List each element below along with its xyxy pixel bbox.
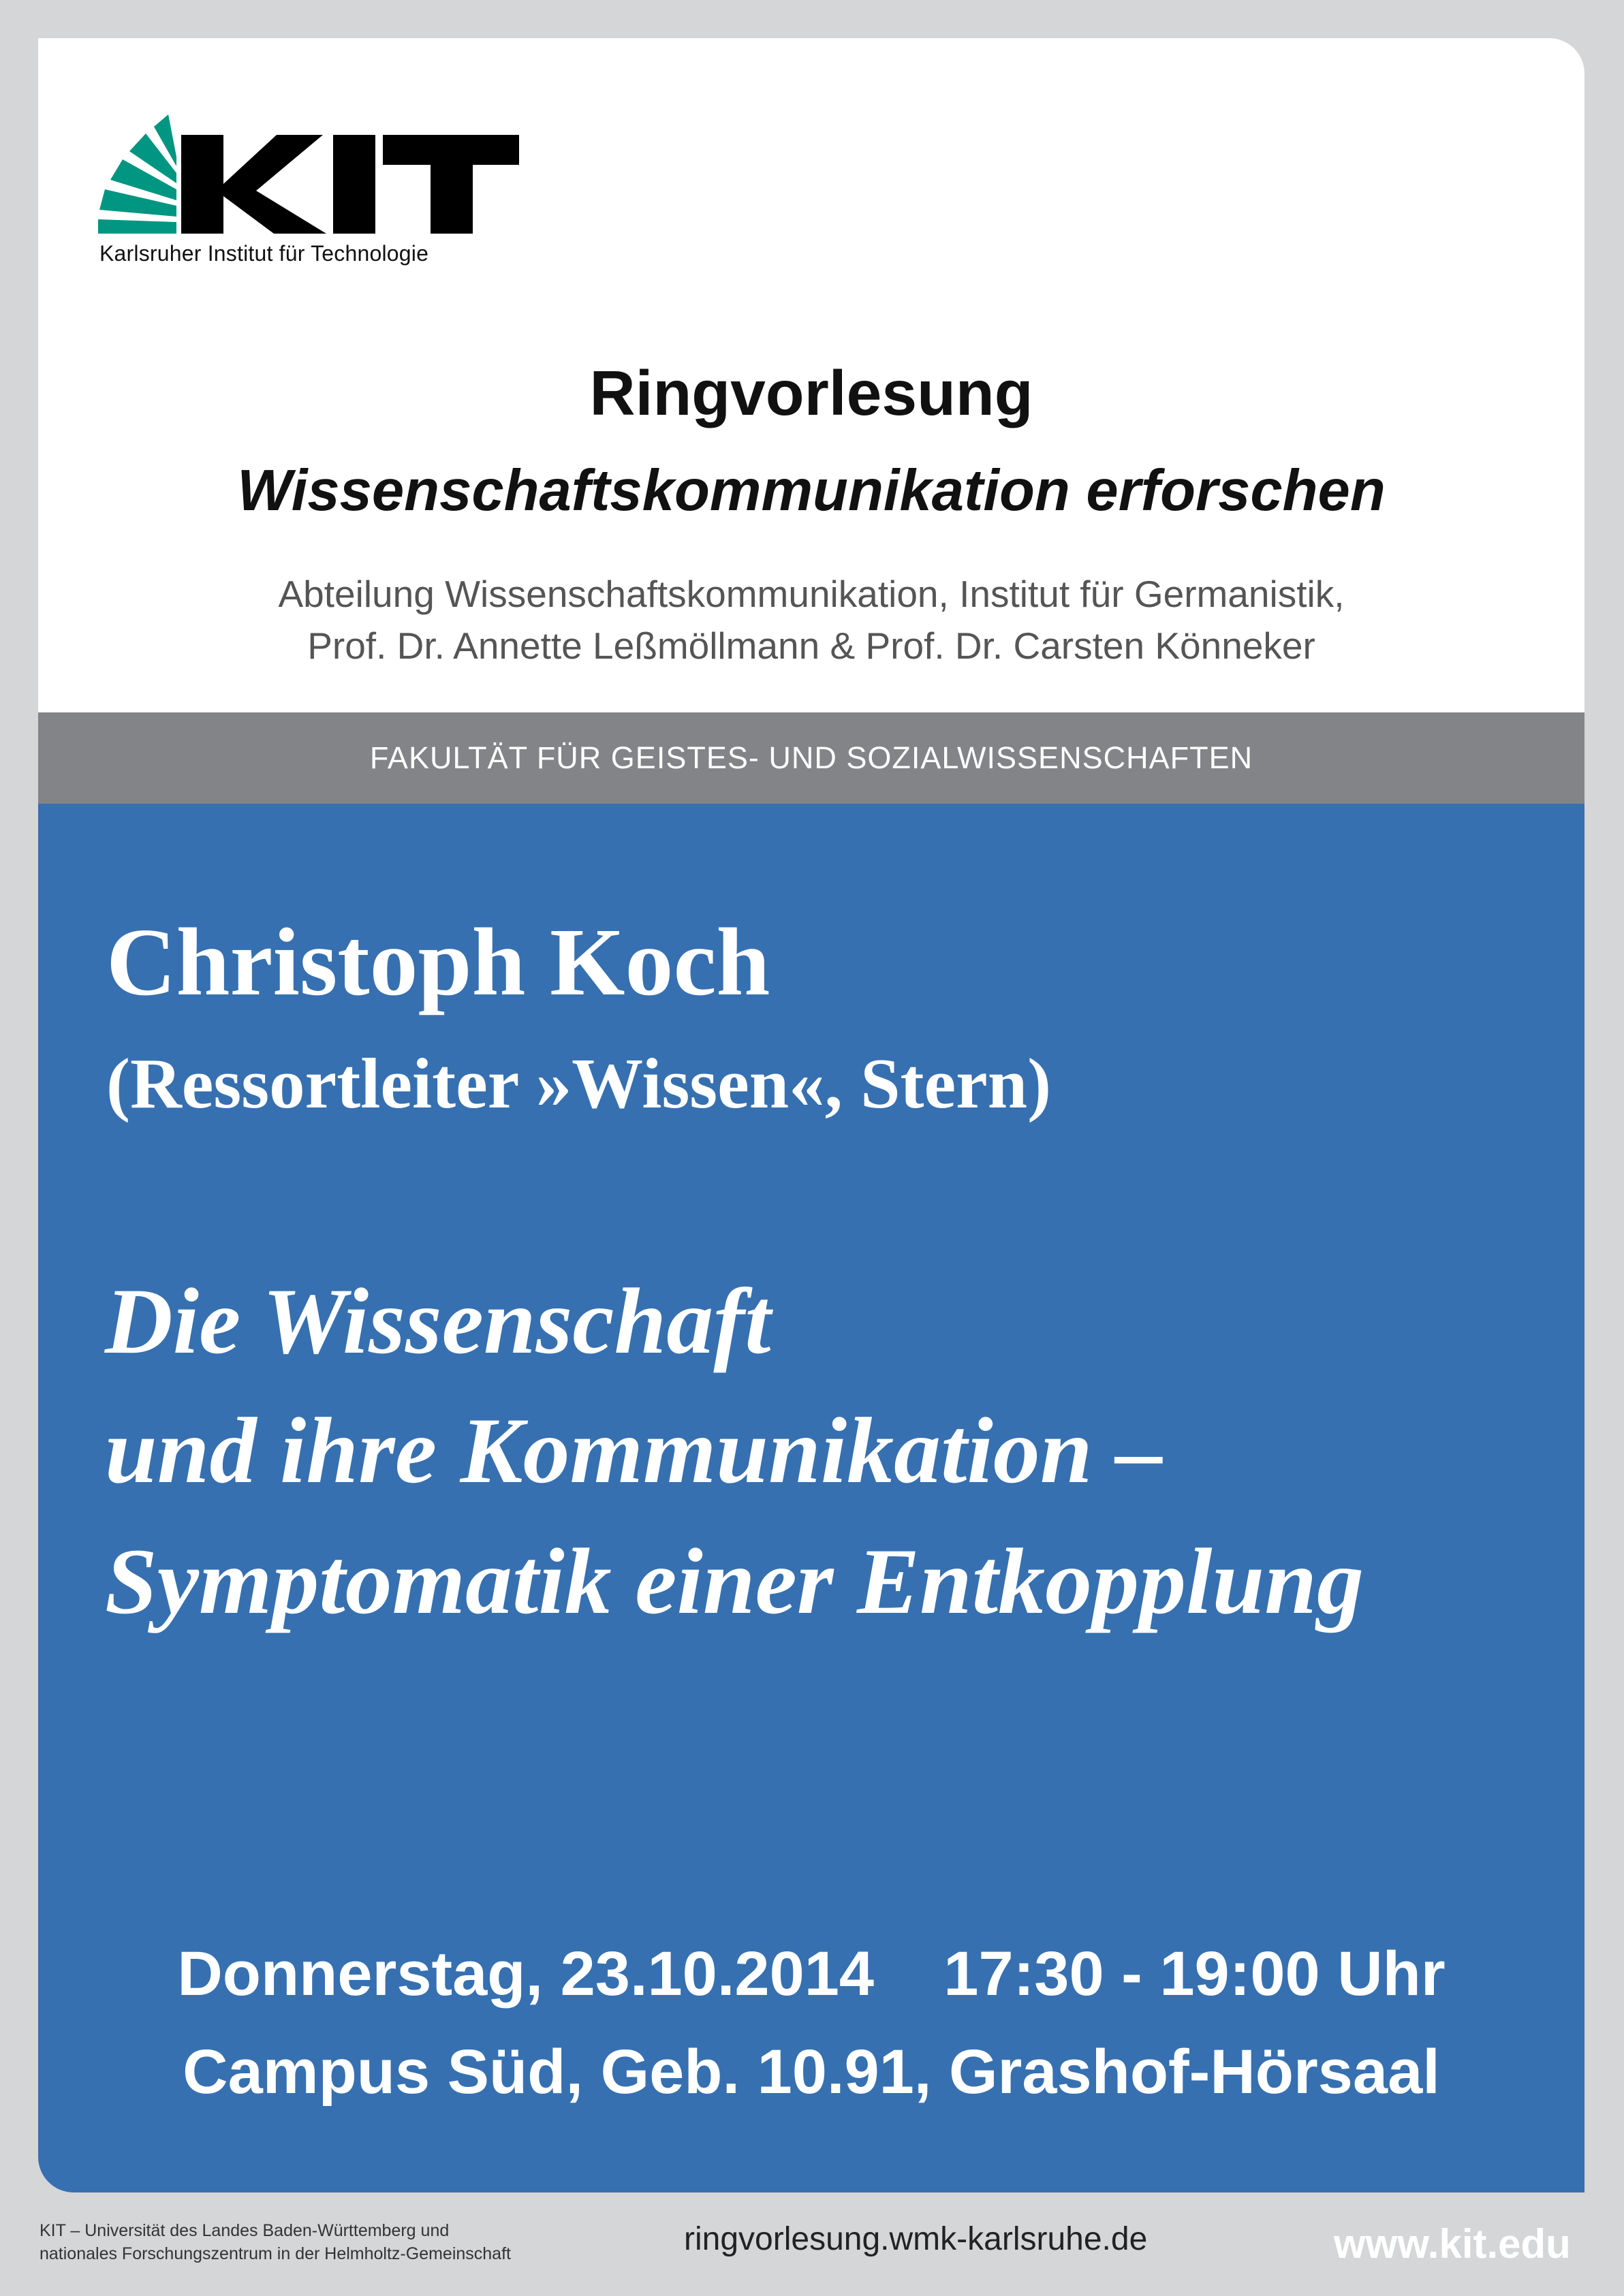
series-url-link[interactable]: ringvorlesung.wmk-karlsruhe.de — [684, 2221, 1148, 2257]
talk-title-line-1: Die Wissenschaft — [105, 1269, 771, 1373]
kit-logo — [98, 94, 527, 319]
footer-legal-line-2: nationales Forschungszentrum in der Helmholtz-Gemeinschaft — [40, 2244, 511, 2263]
series-title: Ringvorlesung — [589, 358, 1033, 428]
kit-site-link[interactable]: www.kit.edu — [1334, 2221, 1571, 2267]
footer-legal — [40, 2219, 511, 2265]
series-subtitle: Wissenschaftskommunikation erforschen — [237, 458, 1386, 523]
speaker-name: Christoph Koch — [106, 908, 770, 1016]
faculty-band: FAKULTÄT FÜR GEISTES- UND SOZIALWISSENSCHAFTEN — [38, 712, 1584, 804]
logo-tagline: Karlsruher Institut für Technologie — [99, 241, 429, 266]
event-date-time: Donnerstag, 23.10.2014 17:30 - 19:00 Uhr — [177, 1939, 1446, 2009]
event-location: Campus Süd, Geb. 10.91, Grashof-Hörsaal — [183, 2037, 1440, 2107]
department-line-1: Abteilung Wissenschaftskommunikation, Institut für Germanistik, — [278, 573, 1345, 615]
speaker-role: (Ressortleiter »Wissen«, Stern) — [106, 1043, 1052, 1123]
footer-legal-line-1: KIT – Universität des Landes Baden-Württemberg und — [40, 2221, 450, 2240]
poster-card — [38, 38, 1584, 2192]
event-panel — [38, 804, 1584, 2192]
department-line-2: Prof. Dr. Annette Leßmöllmann & Prof. Dr. Carsten Könneker — [307, 625, 1315, 667]
talk-title-line-3: Symptomatik einer Entkopplung — [105, 1529, 1364, 1633]
talk-title-line-2: und ihre Kommunikation – — [105, 1398, 1164, 1503]
